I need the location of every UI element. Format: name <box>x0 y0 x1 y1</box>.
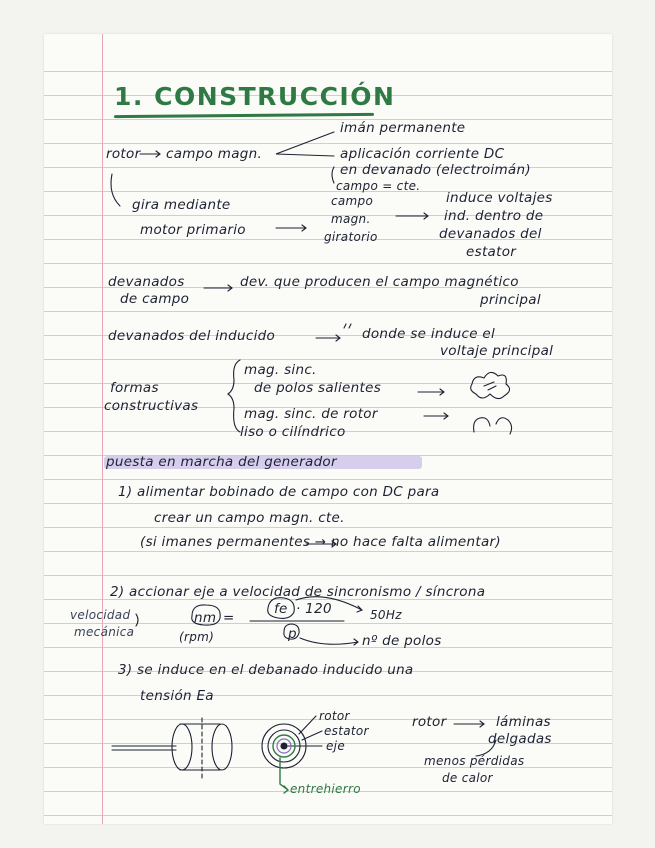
laminas-1: láminas <box>496 714 551 730</box>
small-brace <box>332 167 334 183</box>
campo-magn-label: campo magn. <box>166 146 263 162</box>
formas-label-1: formas <box>110 380 159 396</box>
step-3-line-2: tensión Ea <box>140 688 214 704</box>
puesta-heading: puesta en marcha del generador <box>106 454 337 470</box>
arrow-rotor-laminas <box>454 721 484 727</box>
arrow-inducido <box>316 335 340 341</box>
branch-lines <box>276 132 334 156</box>
polos-salientes-1: mag. sinc. <box>244 362 317 378</box>
motor-primario: motor primario <box>140 222 246 238</box>
step-2: 2) accionar eje a velocidad de sincronismo / síncrona <box>110 584 486 600</box>
fe-circle <box>268 598 295 619</box>
campo-giratorio-3: giratorio <box>324 230 378 244</box>
p-symbol: p <box>288 626 297 642</box>
campo-desc-2: principal <box>480 292 541 308</box>
rpm-unit: (rpm) <box>179 630 215 644</box>
arrow-fe-50hz <box>296 597 362 612</box>
polos-salientes-2: de polos salientes <box>254 380 382 396</box>
pointer-estator <box>302 731 322 740</box>
inducido-desc-1: donde se induce el <box>362 326 496 342</box>
induce-2: ind. dentro de <box>444 208 544 224</box>
50hz-label: 50Hz <box>370 608 402 622</box>
mecanica-label: mecánica <box>74 625 135 639</box>
rotor-label: rotor <box>106 146 141 162</box>
cylinder-left-face <box>172 724 192 770</box>
formas-label-2: constructivas <box>104 398 199 414</box>
nm-circle <box>192 605 220 625</box>
devanados-campo-2: de campo <box>120 291 190 307</box>
pointer-rotor <box>299 716 316 734</box>
eje-center <box>281 743 287 749</box>
campo-cte: campo = cte. <box>336 179 421 193</box>
nm-symbol: nm <box>194 610 217 626</box>
inducido-desc-2: voltaje principal <box>440 343 554 359</box>
cylinder-body <box>180 724 220 770</box>
arrow-motor-campo <box>276 225 306 231</box>
equals-sign: = <box>223 610 235 626</box>
step-1-line-3: (si imanes permanentes → no hace falta alimentar) <box>140 534 501 550</box>
campo-desc-1: dev. que producen el campo magnético <box>240 274 519 290</box>
devanados-campo-1: devanados <box>108 274 185 290</box>
arrow-p-polos <box>300 638 358 645</box>
arrow-entrehierro <box>280 758 288 793</box>
hand-drawn-strokes <box>44 34 612 824</box>
formas-brace <box>228 360 240 432</box>
arrow-cilindrico <box>424 413 448 419</box>
n-polos-label: nº de polos <box>362 633 442 649</box>
campo-giratorio-2: magn. <box>331 212 371 226</box>
campo-giratorio-1: campo <box>331 194 374 208</box>
diagram-estator-label: estator <box>324 724 369 738</box>
salient-rotor-shape <box>471 372 510 398</box>
step-1-line-2: crear un campo magn. cte. <box>154 510 345 526</box>
cylindrical-rotor-shape <box>474 418 512 434</box>
rotor-laminas-label: rotor <box>412 714 447 730</box>
arrow-campo-induce <box>396 213 428 219</box>
devanados-inducido: devanados del inducido <box>108 328 276 344</box>
rotor-liso-1: mag. sinc. de rotor <box>244 406 378 422</box>
aplicacion-corriente: aplicación corriente DC <box>340 146 505 162</box>
arrow-devanados-campo <box>204 285 232 291</box>
curve-menos-perdidas <box>476 740 496 756</box>
step-3-line-1: 3) se induce en el debanado inducido una <box>118 662 414 678</box>
induce-3: devanados del <box>439 226 542 242</box>
fe-symbol: fe <box>274 601 288 617</box>
iman-permanente: imán permanente <box>340 120 466 136</box>
arrow-rotor-campo <box>140 151 160 157</box>
brace-rotor <box>111 174 120 206</box>
devanado-electroiman: en devanado (electroimán) <box>340 162 531 178</box>
induce-4: estator <box>466 244 517 260</box>
perdidas-2: de calor <box>442 771 493 785</box>
induce-1: induce voltajes <box>446 190 553 206</box>
diagram-entrehierro-label: entrehierro <box>290 782 361 796</box>
p-circle <box>284 624 299 639</box>
cylinder-right-face <box>212 724 232 770</box>
diagram-eje-label: eje <box>326 739 345 753</box>
diagram-rotor-label: rotor <box>319 709 350 723</box>
arrow-no-hace-falta <box>306 541 336 547</box>
gira-mediante: gira mediante <box>132 197 231 213</box>
laminas-2: delgadas <box>488 731 552 747</box>
rotor-liso-2: liso o cilíndrico <box>240 424 346 440</box>
perdidas-1: menos pérdidas <box>424 754 525 768</box>
velocidad-label: velocidad <box>70 608 131 622</box>
bracket-velocidad <box>136 614 138 626</box>
tick-marks <box>344 324 351 328</box>
step-1-line-1: 1) alimentar bobinado de campo con DC para <box>118 484 440 500</box>
times-120: · 120 <box>296 601 332 617</box>
page-title: 1. CONSTRUCCIÓN <box>114 82 396 111</box>
arrow-salientes <box>418 389 444 395</box>
shaft-line <box>112 746 176 750</box>
salient-rotor-inner <box>484 382 496 390</box>
notebook-page <box>44 34 612 824</box>
